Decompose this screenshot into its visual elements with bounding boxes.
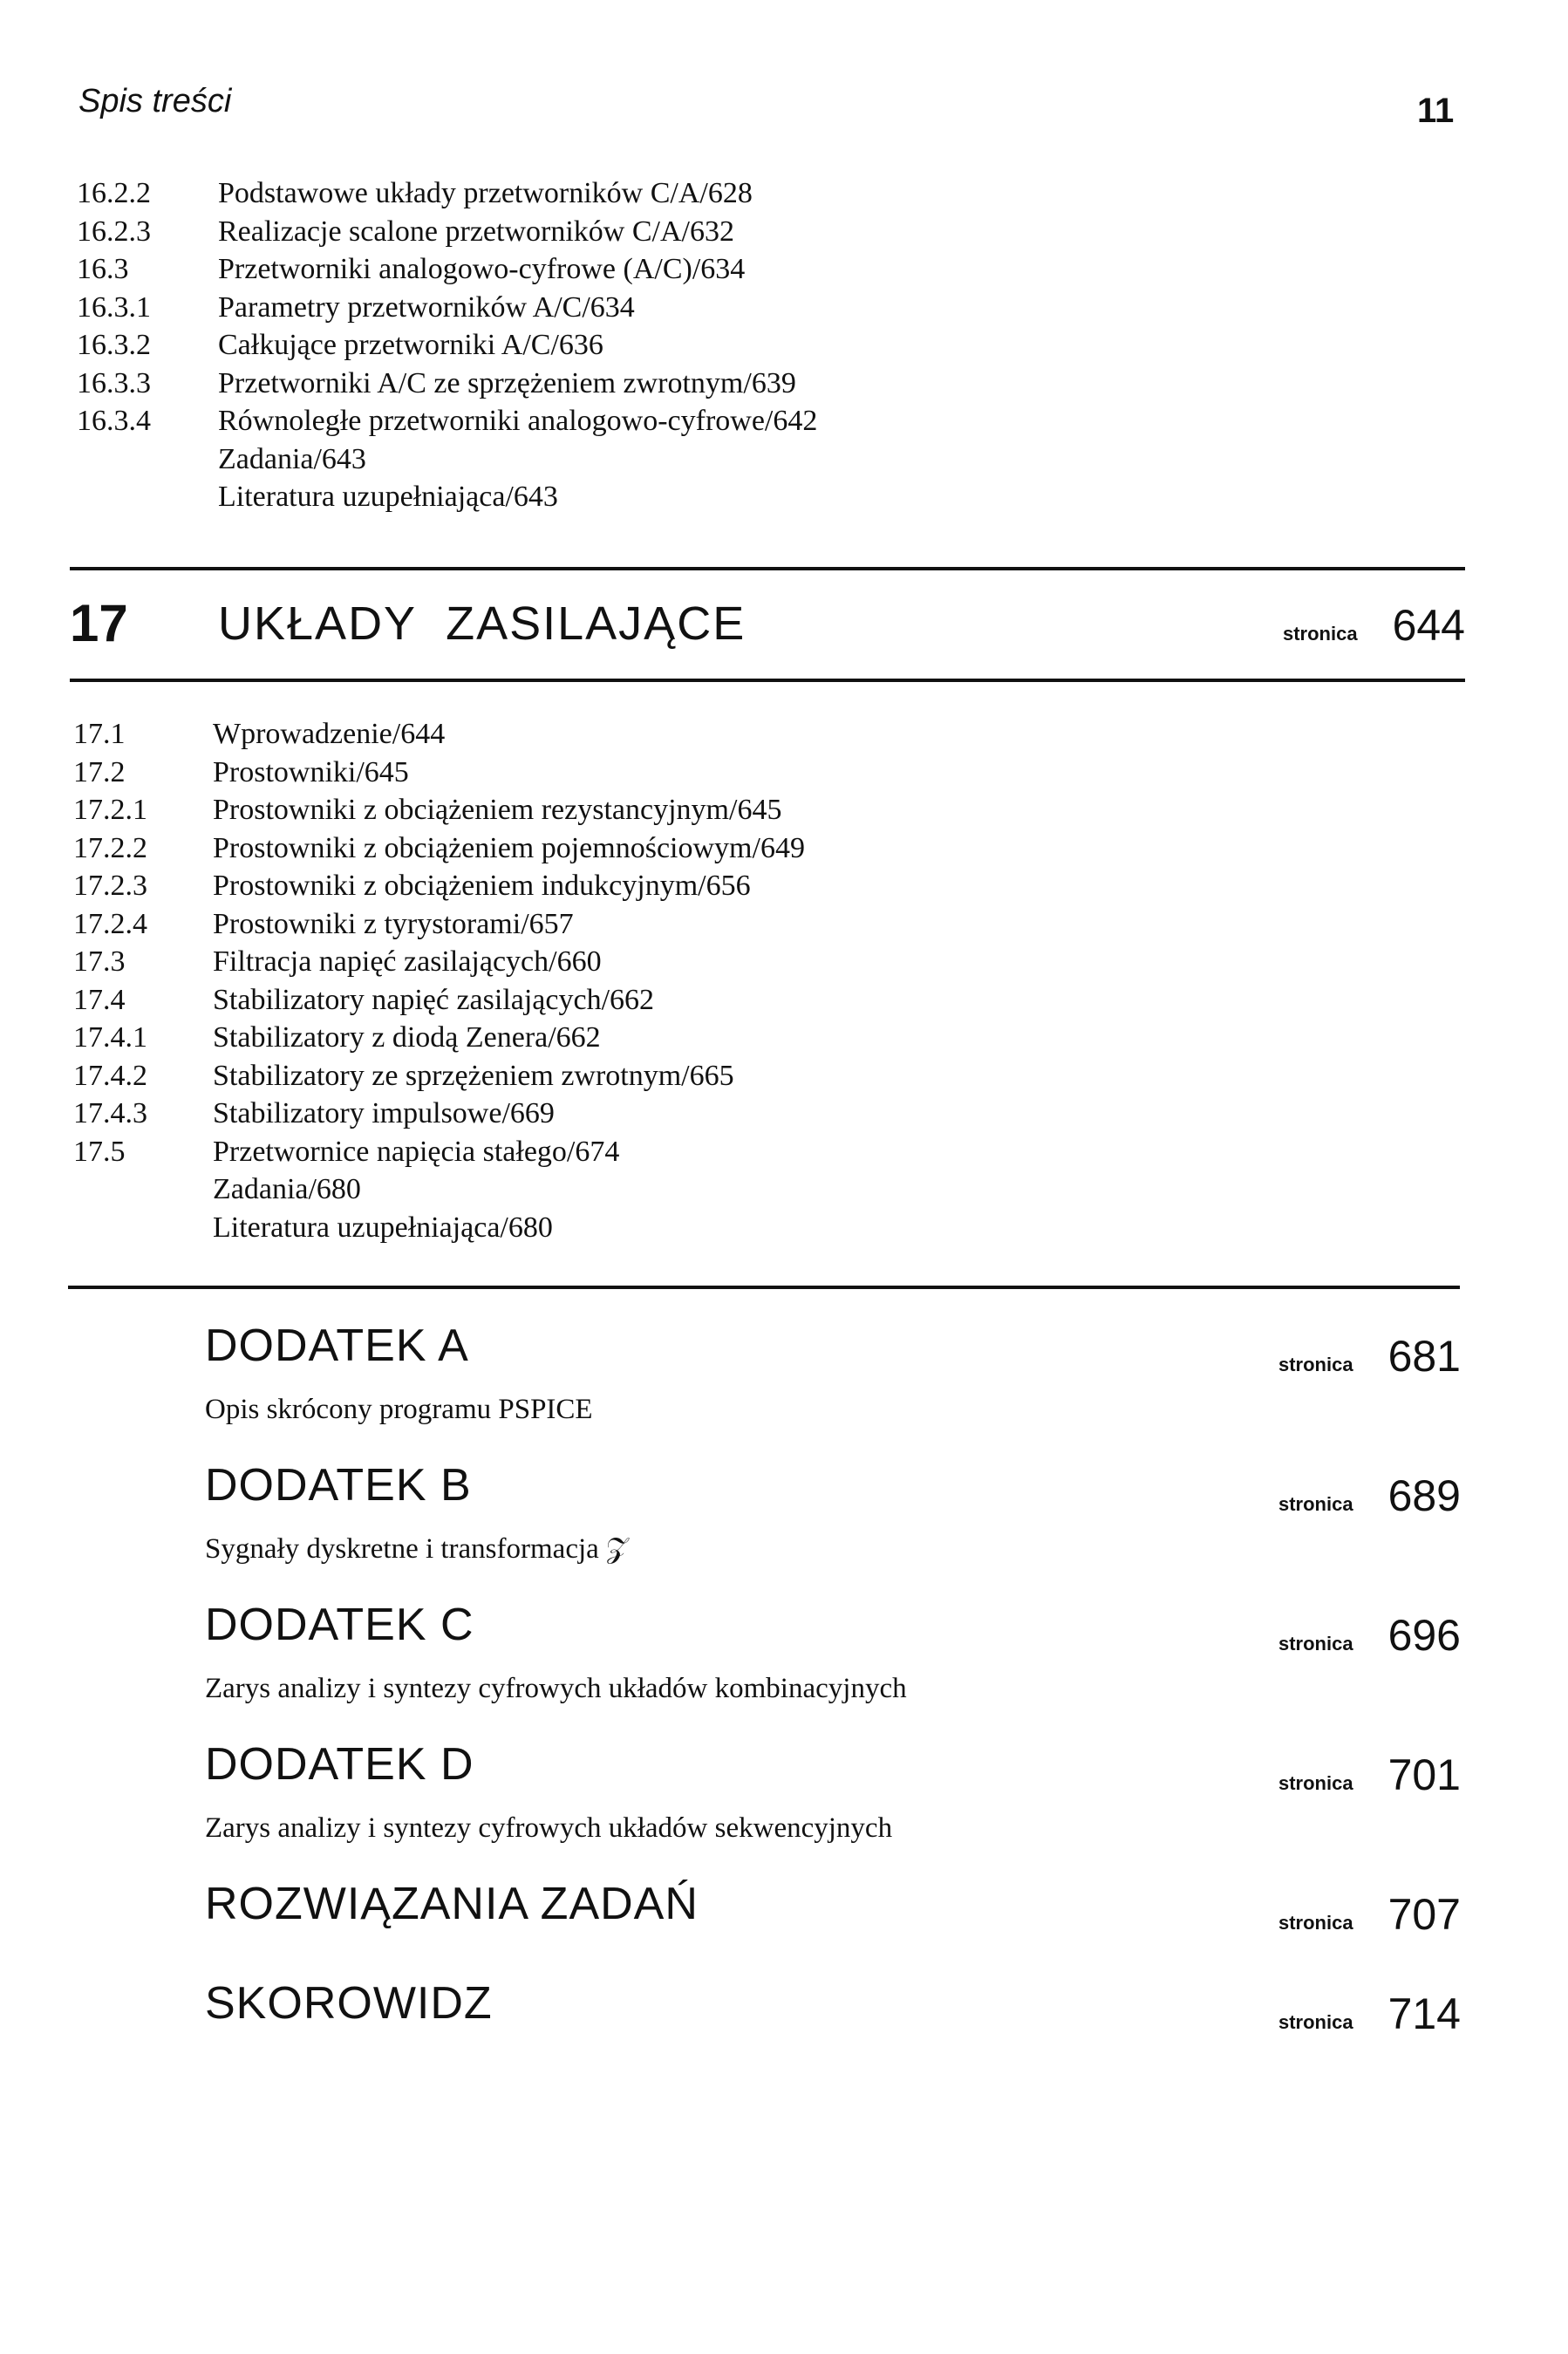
appendix-subtitle: Opis skrócony programu PSPICE: [205, 1394, 593, 1425]
entry-title: Prostowniki/645: [213, 755, 409, 788]
appendix-subtitle: Zarys analizy i syntezy cyfrowych układów kombinacyjnych: [205, 1673, 907, 1704]
entry-number: 16.2.3: [77, 215, 151, 248]
chapter-rule-top: [70, 567, 1465, 570]
entry-number: 17.1: [73, 718, 126, 750]
entry-title: Filtracja napięć zasilających/660: [213, 945, 602, 978]
page-label: stronica: [1278, 1912, 1353, 1934]
page-label: stronica: [1278, 1633, 1353, 1655]
appendix-title: SKOROWIDZ: [205, 1978, 493, 2029]
entry-title: Całkujące przetworniki A/C/636: [218, 329, 603, 361]
running-head: Spis treści: [78, 83, 232, 119]
entry-number: 16.3.2: [77, 329, 151, 361]
appendix-d: [205, 1734, 1461, 1845]
entry-title: Zadania/643: [218, 442, 366, 475]
page-ref-number: 689: [1387, 1471, 1461, 1520]
entry-title: Przetwornice napięcia stałego/674: [213, 1135, 620, 1168]
entry-title: Przetworniki analogowo-cyfrowe (A/C)/634: [218, 253, 746, 285]
appendix-a: [205, 1315, 1461, 1426]
entry-title: Stabilizatory impulsowe/669: [213, 1097, 555, 1129]
appendix-subtitle: Zarys analizy i syntezy cyfrowych układów sekwencyjnych: [205, 1812, 893, 1844]
chapter-title: UKŁADY ZASILAJĄCE: [218, 597, 747, 650]
entry-number: 17.2.2: [73, 831, 147, 864]
appendix-page-ref: [1278, 1750, 1461, 1800]
appendix-subtitle: Sygnały dyskretne i transformacja 𝒵: [205, 1533, 629, 1565]
page-label: stronica: [1282, 623, 1358, 645]
entry-number: 17.2.3: [73, 870, 147, 902]
page-label: stronica: [1278, 1354, 1353, 1375]
entry-number: 17.4.2: [73, 1059, 147, 1092]
entry-title: Prostowniki z obciążeniem rezystancyjnym/645: [213, 794, 782, 826]
entry-title: Stabilizatory z diodą Zenera/662: [213, 1021, 601, 1054]
entry-title: Stabilizatory ze sprzężeniem zwrotnym/665: [213, 1059, 734, 1092]
appendix-title: ROZWIĄZANIA ZADAŃ: [205, 1879, 699, 1929]
appendix-title: DODATEK C: [205, 1600, 474, 1650]
entry-number: 16.2.2: [77, 177, 151, 209]
entry-number: 17.2.4: [73, 907, 147, 940]
entry-number: 17.5: [73, 1135, 126, 1168]
entry-title: Prostowniki z obciążeniem pojemnościowym/649: [213, 831, 805, 864]
entry-title: Literatura uzupełniająca/643: [218, 481, 558, 513]
appendix-title: DODATEK B: [205, 1460, 472, 1511]
page-ref-number: 644: [1392, 601, 1465, 650]
entry-title: Stabilizatory napięć zasilających/662: [213, 983, 655, 1016]
page-ref-number: 714: [1387, 1989, 1461, 2038]
page-label: stronica: [1278, 1493, 1353, 1515]
page-ref-number: 707: [1387, 1890, 1461, 1939]
appendix-title: DODATEK A: [205, 1320, 469, 1371]
appendix-title: DODATEK D: [205, 1739, 474, 1790]
entry-title: Realizacje scalone przetworników C/A/632: [218, 215, 734, 248]
page-label: stronica: [1278, 1772, 1353, 1794]
entry-number: 16.3: [77, 253, 129, 285]
chapter-number: 17: [70, 594, 128, 652]
chapter-heading: [70, 593, 1465, 663]
appendix-c: [205, 1594, 1461, 1705]
entry-number: 17.2: [73, 755, 126, 788]
entry-number: 17.3: [73, 945, 126, 978]
entry-number: 17.2.1: [73, 794, 147, 826]
appendix-page-ref: [1278, 1610, 1461, 1661]
page-ref-number: 681: [1387, 1332, 1461, 1381]
page-ref-number: 701: [1387, 1750, 1461, 1799]
entry-title: Prostowniki z obciążeniem indukcyjnym/656: [213, 870, 751, 902]
entry-number: 16.3.4: [77, 405, 151, 437]
index-section: [205, 1973, 1461, 2038]
page-ref-number: 696: [1387, 1611, 1461, 1660]
entry-title: Wprowadzenie/644: [213, 718, 446, 750]
chapter-rule-bottom: [70, 679, 1465, 682]
entry-number: 17.4.1: [73, 1021, 147, 1054]
solutions-section: [205, 1873, 1461, 1939]
entry-title: Literatura uzupełniająca/680: [213, 1211, 553, 1244]
entry-title: Przetworniki A/C ze sprzężeniem zwrotnym/639: [218, 366, 796, 399]
entry-number: 16.3.3: [77, 366, 151, 399]
appendix-rule: [68, 1286, 1460, 1289]
appendix-page-ref: [1278, 1470, 1461, 1521]
entry-title: Podstawowe układy przetworników C/A/628: [218, 177, 753, 209]
appendix-page-ref: [1278, 1989, 1461, 2039]
chapter-page-ref: [1283, 600, 1465, 651]
page-number: 11: [1417, 92, 1455, 130]
entry-title: Parametry przetworników A/C/634: [218, 290, 635, 324]
entry-title: Równoległe przetworniki analogowo-cyfrowe/642: [218, 405, 818, 437]
entry-title: Prostowniki z tyrystorami/657: [213, 907, 574, 940]
entry-title: Zadania/680: [213, 1173, 361, 1205]
entry-number: 17.4.3: [73, 1097, 147, 1129]
page-label: stronica: [1278, 2011, 1353, 2033]
appendix-b: [205, 1455, 1461, 1566]
appendix-page-ref: [1278, 1889, 1461, 1940]
entry-number: 16.3.1: [77, 290, 151, 324]
entry-number: 17.4: [73, 983, 126, 1016]
appendix-page-ref: [1278, 1331, 1461, 1382]
